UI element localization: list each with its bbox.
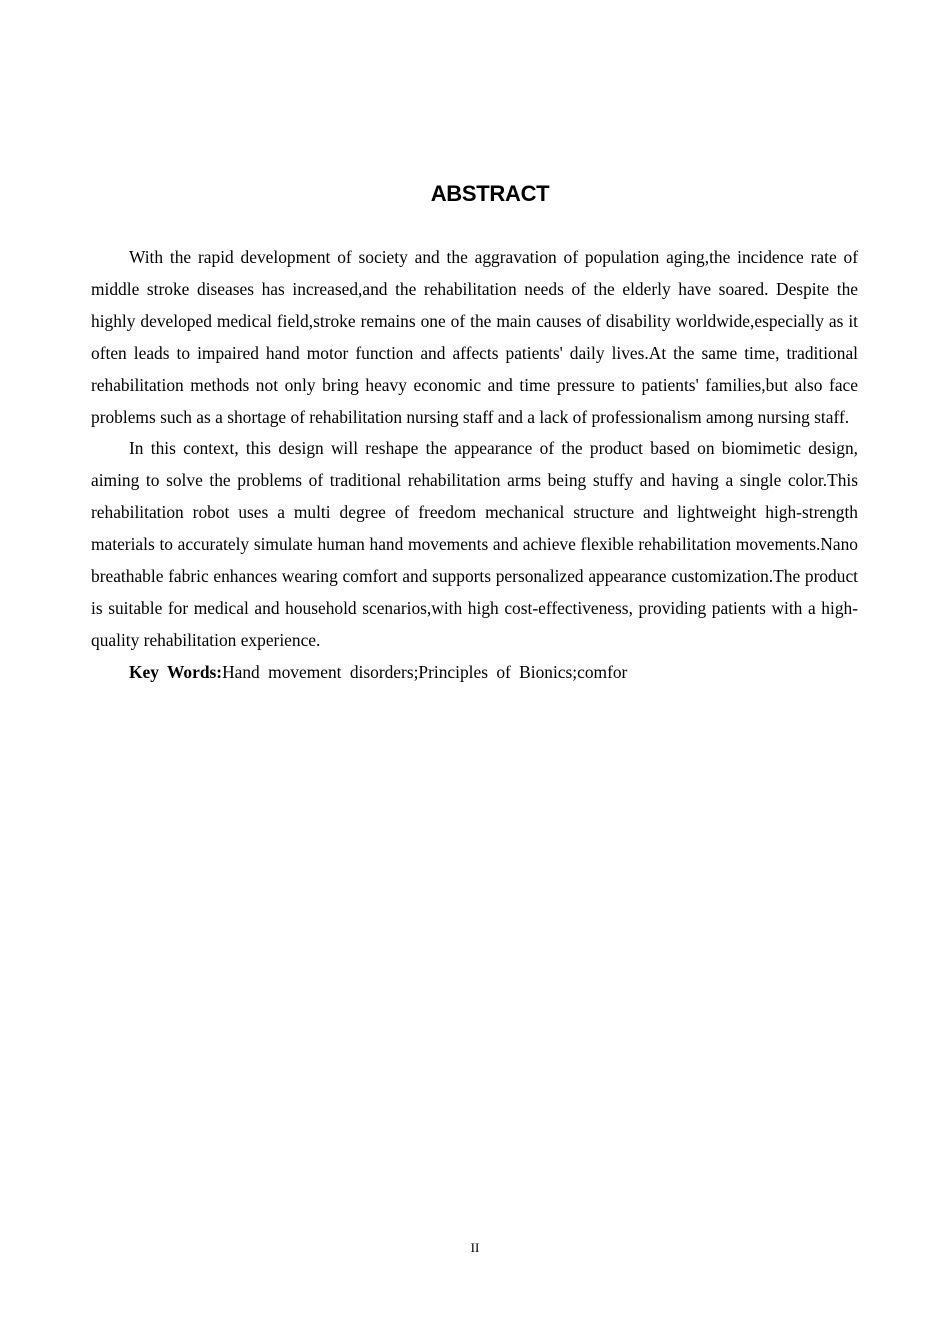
keywords-text: Hand movement disorders;Principles of Bionics;comfor <box>222 661 628 682</box>
abstract-body <box>91 242 858 689</box>
abstract-paragraph-1: With the rapid development of society and the aggravation of population aging,the incidence rate of middle stroke diseases has increased,and the rehabilitation needs of the elderly have soared. Despite the highly developed medical field,stroke remains one of the main causes of disability worldwide,especially as it often leads to impaired hand motor function and affects patients' daily lives.At the same time, traditional rehabilitation methods not only bring heavy economic and time pressure to patients' families,but also face problems such as a shortage of rehabilitation nursing staff and a lack of professionalism among nursing staff. <box>91 247 858 427</box>
page-number: II <box>470 1240 480 1255</box>
abstract-title: ABSTRACT <box>430 181 550 206</box>
keywords-line <box>91 657 858 689</box>
keywords-label: Key Words: <box>129 661 223 682</box>
abstract-paragraph-2: In this context, this design will reshape the appearance of the product based on biomimetic design, aiming to solve the problems of traditional rehabilitation arms being stuffy and having a single color.This rehabilitation robot uses a multi degree of freedom mechanical structure and lightweight high-strength materials to accurately simulate human hand movements and achieve flexible rehabilitation movements.Nano breathable fabric enhances wearing comfort and supports personalized appearance customization.The product is suitable for medical and household scenarios,with high cost-effectiveness, providing patients with a high-quality rehabilitation experience. <box>91 438 858 650</box>
